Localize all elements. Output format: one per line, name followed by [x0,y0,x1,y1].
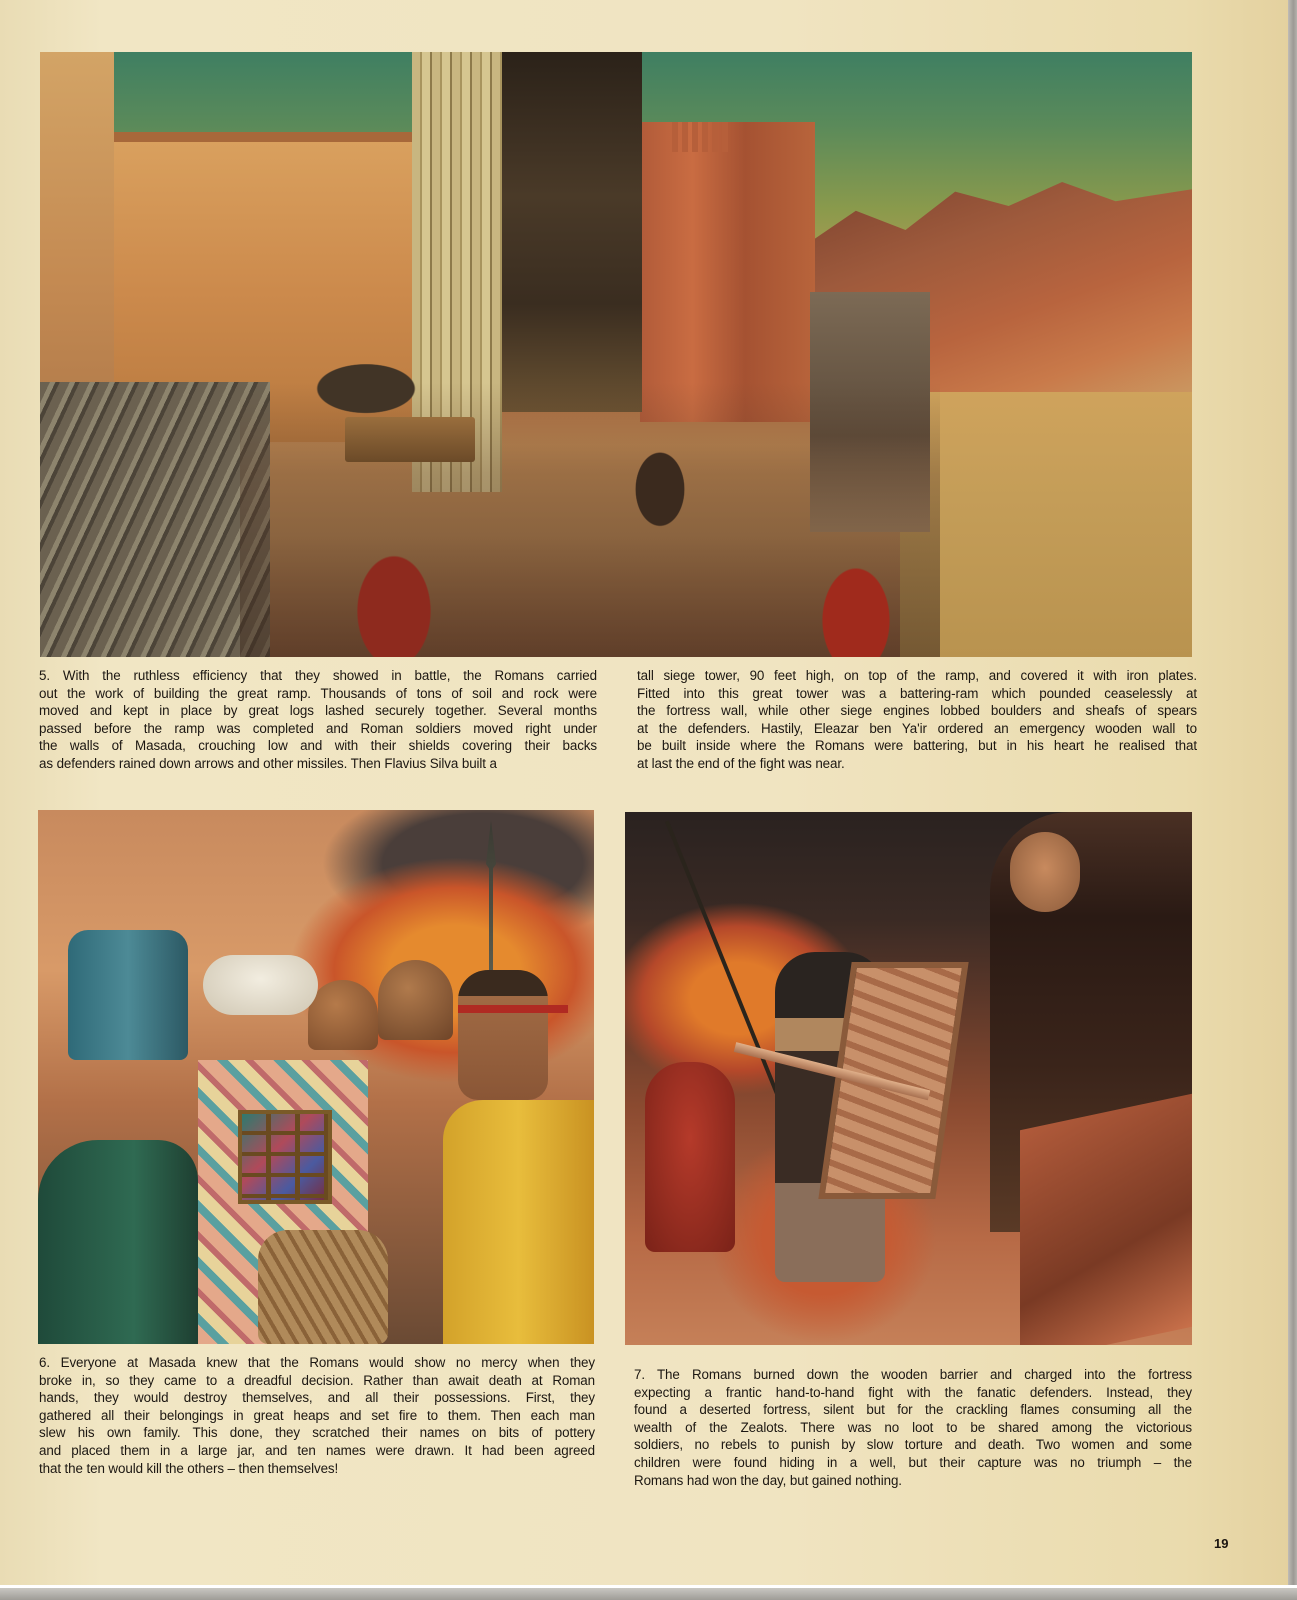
caption-line: children were found hiding in a well, but their capture was no triumph – the [634,1454,1192,1470]
caption-line: be built inside where the Romans were battering, but in his heart he realised that [637,738,1197,754]
caption-line: Romans had won the day, but gained nothing. [634,1472,902,1488]
caption-6 [39,1354,595,1477]
helmeted-defender [308,980,378,1050]
priest-turban [203,955,318,1015]
caption-line: at the defenders. Hastily, Eleazar ben Ya'ir ordered an emergency wooden wall to [637,720,1197,736]
desert-plain [900,392,1192,657]
roman-officer-red-cloak [645,1062,735,1252]
scan-edge-right [1288,0,1297,1600]
caption-line: broke in, so they came to a dreadful decision. Rather than await death at Roman [39,1372,595,1388]
caption-line: moved and kept in place by great logs lashed securely together. Several months [39,703,597,719]
caption-line: out the work of building the great ramp. Thousands of tons of soil and rock were [39,685,597,701]
red-headband [458,1005,568,1013]
burning-barrier [1020,1094,1192,1345]
caption-line: found a deserted fortress, silent but for the crackling flames consuming all the [634,1402,1192,1418]
illustration-high-priest [38,810,594,1344]
pottery-jar [258,1230,388,1344]
caption-line: hands, they would destroy themselves, and all their possessions. First, they [39,1390,595,1406]
caption-line: gathered all their belongings in great heaps and set fire to them. Then each man [39,1407,595,1423]
caption-line: 5. With the ruthless efficiency that they showed in battle, the Romans carried [39,668,597,683]
blue-hat [68,930,188,1060]
helmeted-defender [378,960,453,1040]
caption-line: at last the end of the fight was near. [637,755,845,771]
man-with-headband [458,970,548,1100]
caption-line: the walls of Masada, crouching low and with their shields covering their backs [39,738,597,754]
caption-5-left [39,667,597,773]
caption-line: 7. The Romans burned down the wooden barrier and charged into the fortress [634,1367,1192,1382]
caption-5-right [637,667,1197,773]
caption-7 [634,1366,1192,1489]
caption-line: that the ten would kill the others – then themselves! [39,1460,339,1476]
caption-line: wealth of the Zealots. There was no loot to be shared among the victorious [634,1419,1192,1435]
scan-edge-bottom [0,1585,1297,1600]
caption-line: soldiers, no rebels to punish by slow torture and death. Two women and some [634,1437,1192,1453]
caption-line: the fortress wall, while other siege engines lobbed boulders and sheafs of spears [637,703,1197,719]
illustration-siege-tower [40,52,1192,657]
ballista [345,417,475,462]
caption-line: passed before the ramp was completed and Roman soldiers moved right under [39,720,597,736]
yellow-tunic [443,1100,594,1344]
man-in-green-robe [38,1140,198,1344]
roman-soldiers [240,352,940,657]
caption-line: Fitted into this great tower was a battering-ram which pounded ceaselessly at [637,685,1197,701]
battlements [672,122,732,152]
caption-line: as defenders rained down arrows and other missiles. Then Flavius Silva built a [39,755,497,771]
illustration-romans-charge [625,812,1192,1345]
legionary-face [1010,832,1080,912]
jewelled-breastplate [238,1110,332,1204]
caption-line: tall siege tower, 90 feet high, on top of the ramp, and covered it with iron plates. [637,668,1197,683]
page-number: 19 [1214,1536,1229,1551]
log-ramp [40,382,270,657]
caption-line: and placed them in a large jar, and ten names were drawn. It had been agreed [39,1442,595,1458]
caption-line: expecting a frantic hand-to-hand fight with the fanatic defenders. Instead, they [634,1384,1192,1400]
caption-line: 6. Everyone at Masada knew that the Romans would show no mercy when they [39,1355,595,1370]
fortress-wall-left [40,52,114,432]
caption-line: slew his own family. This done, they scratched their names on bits of pottery [39,1425,595,1441]
